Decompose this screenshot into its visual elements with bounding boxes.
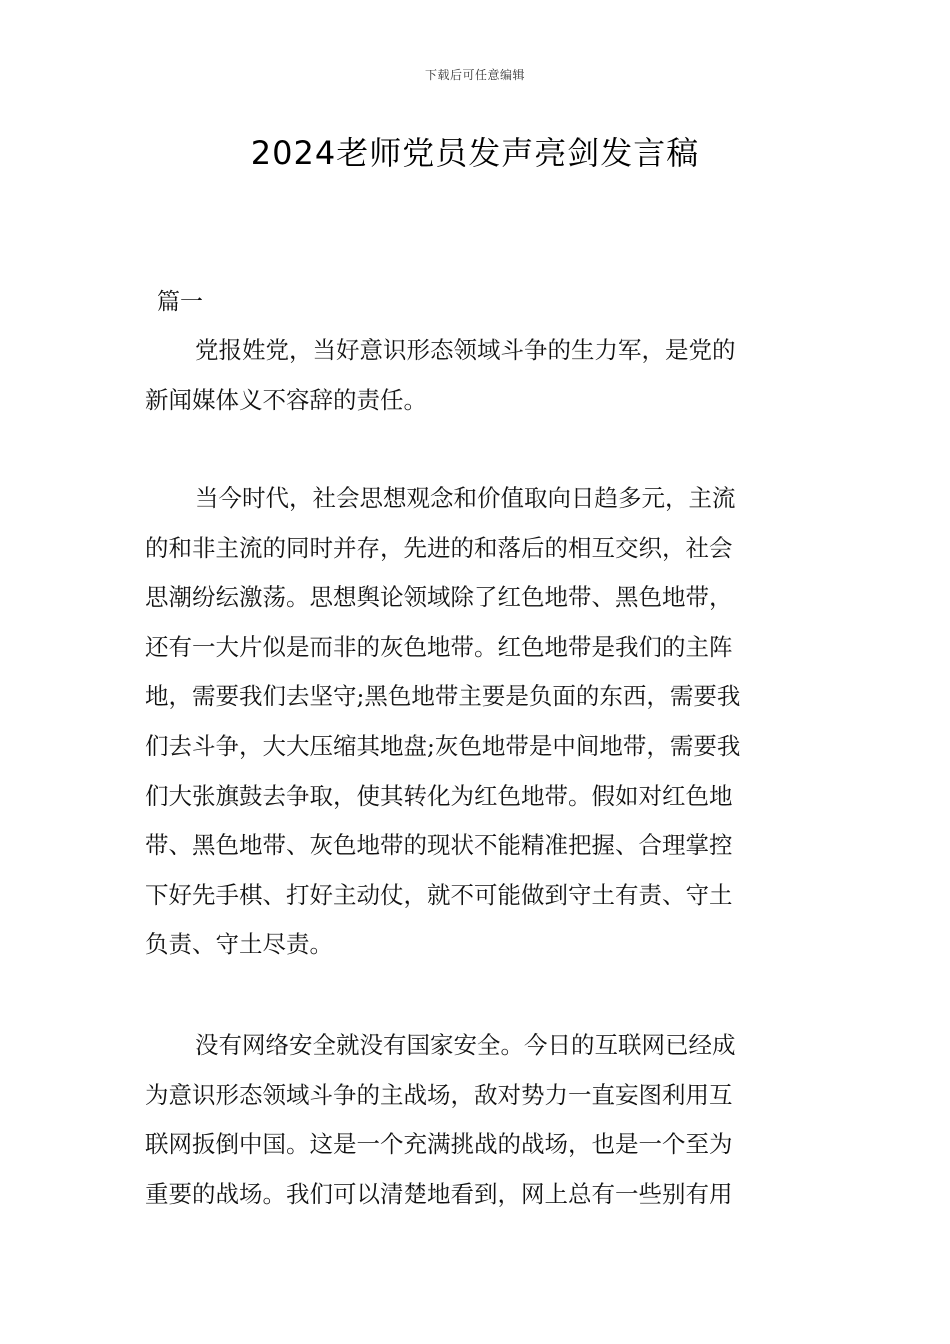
paragraph-line: 新闻媒体义不容辞的责任。 bbox=[145, 385, 427, 414]
paragraph-line: 带、黑色地带、灰色地带的现状不能精准把握、合理掌控 bbox=[145, 831, 733, 860]
paragraph-line: 负责、守土尽责。 bbox=[145, 930, 333, 959]
paragraph-line: 当今时代，社会思想观念和价值取向日趋多元，主流 bbox=[195, 484, 736, 512]
paragraph-3 bbox=[145, 1021, 805, 1219]
paragraph-line: 们去斗争，大大压缩其地盘;灰色地带是中间地带，需要我 bbox=[145, 731, 741, 760]
paragraph-line: 党报姓党，当好意识形态领域斗争的生力军，是党的 bbox=[195, 336, 736, 364]
paragraph-line: 为意识形态领域斗争的主战场，敌对势力一直妄图利用互 bbox=[145, 1080, 733, 1109]
paragraph-line: 重要的战场。我们可以清楚地看到，网上总有一些别有用 bbox=[145, 1179, 733, 1208]
paragraph-line: 没有网络安全就没有国家安全。今日的互联网已经成 bbox=[195, 1031, 736, 1059]
paragraph-line: 下好先手棋、打好主动仗，就不可能做到守土有责、守土 bbox=[145, 880, 733, 909]
paragraph-line: 地，需要我们去坚守;黑色地带主要是负面的东西，需要我 bbox=[145, 682, 741, 711]
paragraph-line: 还有一大片似是而非的灰色地带。红色地带是我们的主阵 bbox=[145, 632, 733, 661]
paragraph-line: 联网扳倒中国。这是一个充满挑战的战场，也是一个至为 bbox=[145, 1130, 733, 1159]
paragraph-1 bbox=[145, 326, 805, 425]
document-title: 2024老师党员发声亮剑发言稿 bbox=[250, 134, 700, 172]
paragraph-line: 的和非主流的同时并存，先进的和落后的相互交织，社会 bbox=[145, 533, 733, 562]
header-note: 下载后可任意编辑 bbox=[424, 68, 525, 82]
paragraph-line: 思潮纷纭激荡。思想舆论领域除了红色地带、黑色地带， bbox=[145, 583, 733, 612]
paragraph-2 bbox=[145, 474, 805, 970]
paragraph-line: 们大张旗鼓去争取，使其转化为红色地带。假如对红色地 bbox=[145, 781, 733, 810]
section-label: 篇一 bbox=[157, 289, 203, 315]
